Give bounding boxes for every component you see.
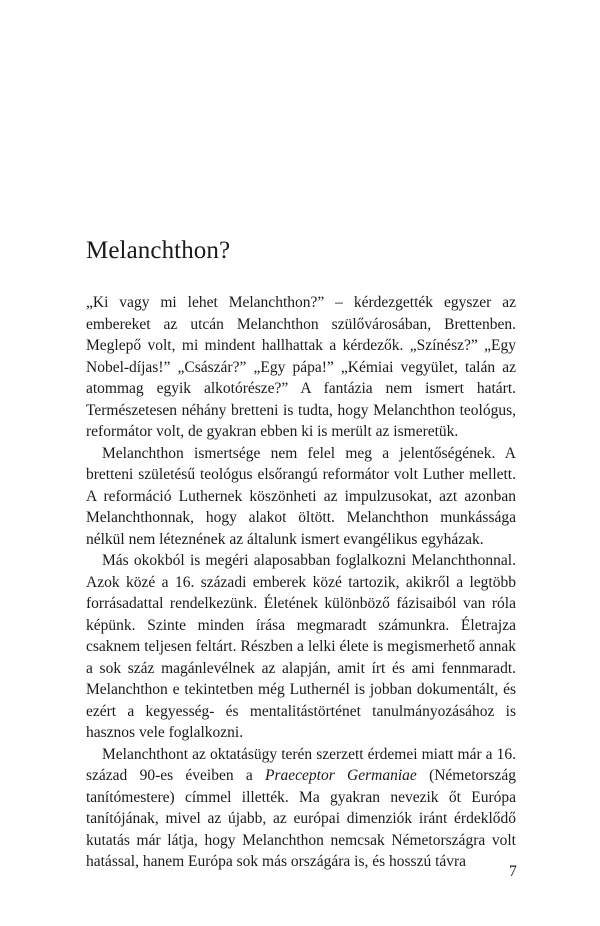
page-number: 7: [509, 863, 517, 880]
chapter-title: Melanchthon?: [86, 237, 231, 264]
paragraph-1: „Ki vagy mi lehet Melanchthon?” – kérdezgették egyszer az embereket az utcán Melanchthon szülővárosában, Brettenben. Meglepő volt, mi mindent hallhattak a kérdezők. „Színész?” „Egy Nobel-díjas!” „Császár?” „Egy pápa!” „Kémiai vegyület, talán az atommag egyik alkotórésze?” A fantázia nem ismert határt. Természetesen néhány bretteni is tudta, hogy Melanchthon teológus, reformátor volt, de gyakran ebben ki is merült az ismeretük.: [86, 294, 516, 440]
paragraph-3: Más okokból is megéri alaposabban foglalkozni Melanchthonnal. Azok közé a 16. századi emberek közé tartozik, akikről a legtöbb forrásadattal rendelkezünk. Életének különböző fázisaiból van róla képünk. Szinte minden írása megmaradt számunkra. Életrajza csaknem teljesen feltárt. Részben a lelki élete is megismerhető annak a sok száz magánlevélnek az alapján, amit írt és ami fennmaradt. Melanchthon e tekintetben még Luthernél is jobban dokumentált, és ezért a kegyesség- és mentalitástörténet tanulmányozásához is hasznos vele foglalkozni.: [86, 552, 516, 741]
paragraph-4-italic-title: Praeceptor Germaniae: [265, 767, 417, 784]
body-text: [86, 292, 516, 873]
paragraph-4-after: (Németország tanítómestere) címmel illették. Ma gyakran nevezik őt Európa tanítójának, mivel az újabb, az európai dimenziók iránt érdeklődő kutatás már látja, hogy Melanchthon nemcsak Németországra volt hatással, hanem Európa sok más országára is, és hosszú távra: [86, 767, 517, 870]
paragraph-4-before: Melanchthont az oktatásügy terén szerzett érdemei miatt már a 16. század 90-es éveiben a: [86, 745, 516, 784]
paragraph-2: Melanchthon ismertsége nem felel meg a jelentőségének. A bretteni születésű teológus elsőrangú reformátor volt Luther mellett. A reformáció Luthernek köszönheti az impulzusokat, azt azonban Melanchthonnak, hogy alakot öltött. Melanchthon munkássága nélkül nem léteznének az általunk ismert evangélikus egyházak.: [86, 444, 516, 548]
paragraph-4: [86, 744, 516, 873]
